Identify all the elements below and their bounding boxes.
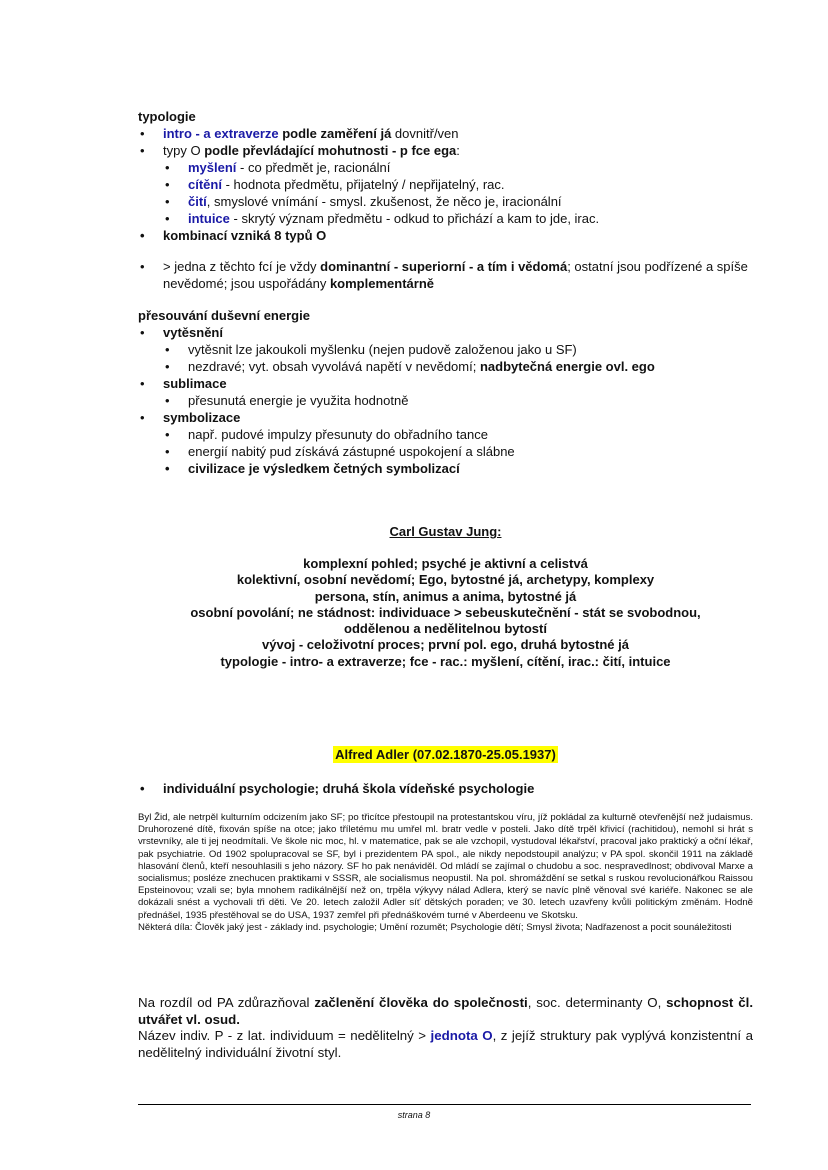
jung-line: vývoj - celoživotní proces; první pol. ego, druhá bytostné já [262,637,629,653]
list-item: • > jedna z těchto fcí je vždy dominantní - superiorní - a tím i vědomá; ostatní jsou podřízené a spíše nevědomé; jsou uspořádány komplementárně [138,258,753,292]
list-item: • sublimace • přesunutá energie je využita hodnotně [138,375,753,409]
typologie-section [138,108,753,292]
jung-line: osobní povolání; ne stádnost: individuace > sebeuskutečnění - stát se svobodnou, [190,604,701,620]
list-item: • nezdravé; vyt. obsah vyvolává napětí v nevědomí; nadbytečná energie ovl. ego [163,358,753,375]
adler-title-wrap [138,746,753,764]
list-item: • individuální psychologie; druhá škola vídeňské psychologie [138,780,753,797]
paragraph: Na rozdíl od PA zdůrazňoval začlenění člověka do společnosti, soc. determinanty O, schopnost čl. utvářet vl. osud. [138,995,754,1027]
paragraph: Název indiv. P - z lat. individuum = nedělitelný > jednota O, z jejíž struktury pak vyplývá konzistentní a nedělitelný individuální životní styl. [138,1028,753,1060]
presouvani-section [138,307,753,477]
jung-line: kolektivní, osobní nevědomí; Ego, bytostné já, archetypy, komplexy [236,572,655,588]
list-item: • cítění - hodnota předmětu, přijatelný / nepřijatelný, rac. [163,176,753,193]
list-item: • přesunutá energie je využita hodnotně [163,392,753,409]
list-item: • symbolizace • např. pudové impulzy přesunuty do obřadního tance • energií nabitý pud získává zástupné uspokojení a slábne • civilizace je výsledkem četných symbolizací [138,409,753,477]
adler-summary [138,995,753,1061]
jung-line: komplexní pohled; psyché je aktivní a celistvá [303,556,588,571]
list-item: • kombinací vzniká 8 typů O [138,227,753,244]
list-item: • intro - a extraverze podle zaměření já dovnitř/ven [138,125,753,142]
list-item: • intuice - skrytý význam předmětu - odkud to přichází a kam to jde, irac. [163,210,753,227]
footer-divider [138,1104,751,1105]
typologie-list [138,125,753,292]
presouvani-heading: přesouvání duševní energie [138,308,310,323]
typologie-heading: typologie [138,109,196,124]
list-item: • civilizace je výsledkem četných symbolizací [163,460,753,477]
page-number: strana 8 [397,1110,431,1120]
list-item: • typy O podle převládající mohutnosti - p fce ega: • myšlení - co předmět je, racionální • cítění - hodnota předmětu, přijatelný / nepřijatelný, rac. • čití, smyslové vnímání - smysl. zkušenost, že něco je, iracionální • intuice - skrytý význam předmětu - odkud to přichází a kam to jde, irac. [138,142,753,227]
list-item: • vytěsnit lze jakoukoli myšlenku (nejen pudově založenou jako u SF) [163,341,753,358]
jung-line: oddělenou a nedělitelnou bytostí [344,621,547,637]
list-item: • vytěsnění • vytěsnit lze jakoukoli myšlenku (nejen pudově založenou jako u SF) • nezdravé; vyt. obsah vyvolává napětí v nevědomí; nadbytečná energie ovl. ego [138,324,753,375]
list-item: • myšlení - co předmět je, racionální [163,159,753,176]
adler-title: Alfred Adler (07.02.1870-25.05.1937) [335,747,556,762]
list-item: • energií nabitý pud získává zástupné uspokojení a slábne [163,443,753,460]
jung-section [138,524,753,539]
jung-line: persona, stín, animus a anima, bytostné já [314,588,577,604]
adler-works: Některá díla: Člověk jaký jest - základy ind. psychologie; Umění rozumět; Psychologie dětí; Smysl života; Nadřazenost a pocit sounáležitosti [138,921,732,933]
jung-summary [138,556,753,670]
jung-line: typologie - intro- a extraverze; fce - rac.: myšlení, cítění, irac.: čití, intuice [220,653,671,669]
list-item: • čití, smyslové vnímání - smysl. zkušenost, že něco je, iracionální [163,193,753,210]
adler-bullet-wrap [138,780,753,797]
list-item: • např. pudové impulzy přesunuty do obřadního tance [163,426,753,443]
function-list [163,159,753,227]
jung-title: Carl Gustav Jung: [389,524,502,539]
adler-biography: Byl Žid, ale netrpěl kulturním odcizením jako SF; po třicítce přestoupil na protestantskou víru, jíž pokládal za kulturně otevřenější než judaismus. Druhorozené dítě, fixován spíše na otce; jako tříletému mu umřel ml. bratr vedle v posteli. Jako dítě trpěl křivicí (rachitidou), nemohl si hrát s vrstevníky, ale ti jej neodmítali. Ve škole nic moc, hl. v matematice, pak se ale vzchopil, vystudoval lékařství, pracoval jako praktický a oční lékař, pak psychiatrie. Od 1902 spolupracoval se SF, byl i prezidentem PA spol., ale nikdy nepodstoupil analýzu; v PA spol. skončil 1911 na základě hlasování členů, kteří nesouhlasili s jeho názory. SF ho pak nenáviděl. Od mládí se zajímal o chudobu a soc. nespravedlnost; obdivoval Marxe a socialismus; posléze znechucen praktikami v SSSR, ale socialismus neopustil. Na pol. shromáždění se setkal s ruskou revolucionářkou Raissou Epsteinovou; vzali se; byla mnohem radikálnější než on, trpěla výkyvy nálad Adlera, který se navíc plně věnoval své kariéře. Nakonec se ale dokázali snést a vychovali tři děti. Ve 20. letech založil Adler síť dětských poraden; ve 30. letech uzavřeny kvůli politickým změnám. Hodně přednášel, 1935 přestěhoval se do USA, 1937 zemřel při přednáškovém turné v Aberdeenu ve Skotsku. Některá díla: Člověk jaký jest - základy ind. psychologie; Umění rozumět; Psychologie dětí; Smysl života; Nadřazenost a pocit sounáležitosti [138,812,753,933]
